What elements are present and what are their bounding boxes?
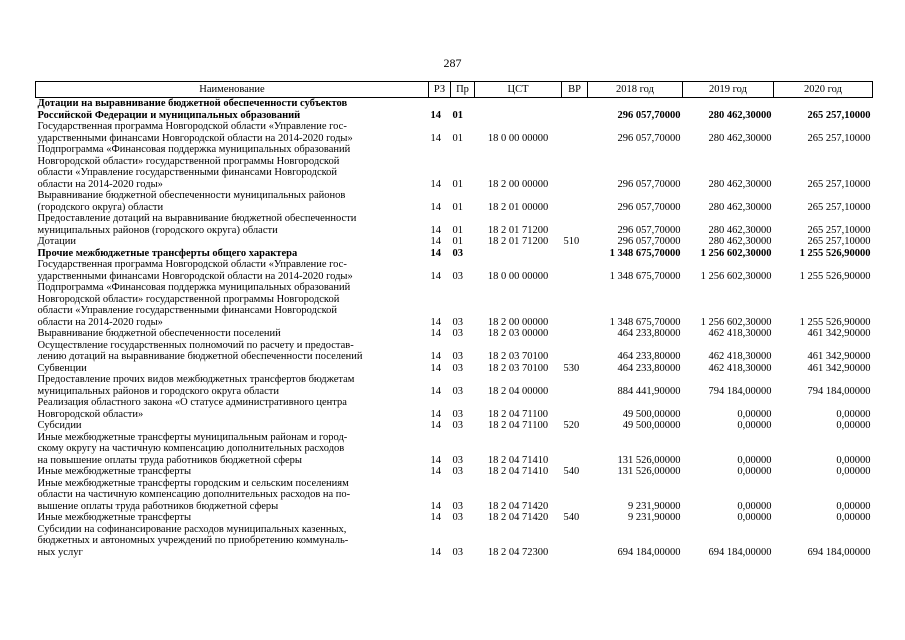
cell-2018: 884 441,90000 — [617, 385, 681, 397]
budget-table — [35, 81, 873, 558]
cell-vr: 530 — [563, 362, 580, 374]
cell-2019: 462 418,30000 — [708, 351, 772, 362]
table-row — [36, 98, 873, 122]
table-row — [36, 236, 873, 248]
cell-pr: 03 — [452, 247, 463, 259]
page-number: 287 — [443, 56, 462, 70]
cell-pr: 03 — [452, 328, 463, 339]
cell-rz: 14 — [430, 420, 441, 431]
cell-2018: 296 057,70000 — [617, 132, 681, 144]
cell-2020: 0,00000 — [836, 408, 871, 420]
table-row — [36, 420, 873, 432]
cell-name: Иные межбюджетные трансферты — [37, 466, 192, 477]
cell-cst: 18 2 00 00000 — [487, 178, 549, 190]
table-row — [36, 478, 873, 513]
cell-2019: 0,00000 — [737, 454, 772, 466]
cell-vr — [562, 432, 588, 467]
cell-vr — [562, 374, 588, 397]
cell-vr — [562, 144, 588, 190]
cell-rz: 14 — [430, 385, 441, 397]
cell-2020: 1 255 526,90000 — [799, 316, 871, 328]
table-header — [36, 82, 873, 98]
cell-2019: 280 462,30000 — [708, 224, 772, 236]
table-row — [36, 121, 873, 144]
cell-name: Выравнивание бюджетной обеспеченности поселений — [37, 328, 281, 339]
cell-2018: 296 057,70000 — [617, 178, 681, 190]
cell-vr — [562, 98, 588, 122]
cell-name: Субсидии на софинансирование расходов муниципальных казенных, бюджетных и автономных учреждений по приобретению коммуналь- ных услуг — [37, 523, 349, 558]
cell-2019: 0,00000 — [737, 466, 772, 477]
header-2020: 2020 год — [774, 82, 873, 98]
cell-cst: 18 2 04 00000 — [487, 385, 549, 397]
cell-rz: 14 — [430, 466, 441, 477]
table-row — [36, 213, 873, 236]
cell-name: Реализация областного закона «О статусе административного центра Новгородской области» — [37, 397, 347, 420]
cell-cst: 18 0 00 00000 — [487, 132, 549, 144]
cell-2018: 464 233,80000 — [617, 351, 681, 362]
cell-2020: 0,00000 — [836, 500, 871, 512]
header-rz: РЗ — [429, 82, 451, 98]
cell-name: Предоставление прочих видов межбюджетных трансфертов бюджетам муниципальных районов и городского округа области — [37, 374, 355, 397]
cell-cst: 18 2 01 71200 — [487, 236, 549, 247]
cell-cst: 18 2 04 71420 — [487, 500, 549, 512]
cell-2020: 0,00000 — [836, 466, 871, 477]
cell-2019: 462 418,30000 — [708, 362, 772, 374]
cell-2019: 1 256 602,30000 — [700, 270, 772, 282]
cell-rz: 14 — [430, 247, 441, 259]
cell-cst: 18 2 00 00000 — [487, 316, 549, 328]
cell-2019: 694 184,00000 — [708, 546, 772, 558]
cell-rz: 14 — [430, 351, 441, 362]
cell-name: Государственная программа Новгородской области «Управление гос- ударственными финансами Новгородской области на 2014-2020 годы» — [37, 121, 353, 144]
cell-2018: 131 526,00000 — [617, 454, 681, 466]
cell-2018: 296 057,70000 — [617, 224, 681, 236]
cell-pr: 01 — [452, 178, 463, 190]
cell-pr: 03 — [452, 385, 463, 397]
cell-cst: 18 2 04 71420 — [487, 512, 549, 523]
cell-2020: 461 342,90000 — [807, 351, 871, 362]
cell-vr — [562, 478, 588, 513]
table-row — [36, 363, 873, 375]
cell-cst — [475, 98, 562, 122]
cell-rz: 14 — [430, 512, 441, 523]
header-cst: ЦСТ — [475, 82, 562, 98]
cell-2019: 280 462,30000 — [708, 201, 772, 213]
cell-2019: 0,00000 — [737, 512, 772, 523]
table-row — [36, 432, 873, 467]
cell-rz: 14 — [430, 224, 441, 236]
cell-2020: 0,00000 — [836, 512, 871, 523]
header-2018: 2018 год — [588, 82, 683, 98]
cell-name: Иные межбюджетные трансферты муниципальным районам и город- скому округу на частичную компенсацию дополнительных расходов на повышение оплаты труда работников бюджетной сферы — [37, 431, 348, 466]
table-row — [36, 397, 873, 420]
cell-2020: 265 257,10000 — [807, 224, 871, 236]
cell-2020: 265 257,10000 — [807, 109, 871, 121]
cell-name: Государственная программа Новгородской области «Управление гос- ударственными финансами Новгородской области на 2014-2020 годы» — [37, 259, 353, 282]
cell-vr: 540 — [563, 466, 580, 477]
cell-2019: 0,00000 — [737, 408, 772, 420]
cell-name: Прочие межбюджетные трансферты общего характера — [37, 247, 298, 259]
cell-2020: 694 184,00000 — [807, 546, 871, 558]
cell-cst: 18 2 03 00000 — [487, 328, 549, 339]
table-row — [36, 512, 873, 524]
cell-rz: 14 — [430, 270, 441, 282]
cell-cst: 18 2 04 72300 — [487, 546, 549, 558]
cell-vr — [562, 213, 588, 236]
cell-pr: 01 — [452, 236, 463, 247]
cell-2018: 49 500,00000 — [622, 408, 681, 420]
cell-2020: 265 257,10000 — [807, 178, 871, 190]
cell-pr: 01 — [452, 132, 463, 144]
header-row — [36, 82, 873, 98]
cell-name: Дотации — [37, 236, 77, 247]
cell-rz: 14 — [430, 500, 441, 512]
cell-2019: 794 184,00000 — [708, 385, 772, 397]
cell-2018: 296 057,70000 — [617, 109, 681, 121]
table-row — [36, 144, 873, 190]
cell-pr: 03 — [452, 420, 463, 431]
table-row — [36, 282, 873, 328]
cell-vr: 540 — [563, 512, 580, 523]
cell-cst: 18 2 01 00000 — [487, 201, 549, 213]
cell-name: Выравнивание бюджетной обеспеченности муниципальных районов (городского округа) области — [37, 190, 346, 213]
cell-2018: 49 500,00000 — [622, 420, 681, 431]
cell-name: Иные межбюджетные трансферты — [37, 512, 192, 523]
table-row — [36, 328, 873, 340]
cell-pr: 03 — [452, 270, 463, 282]
cell-name: Дотации на выравнивание бюджетной обеспеченности субъектов Российской Федерации и муниципальных образований — [37, 98, 348, 121]
cell-2018: 9 231,90000 — [628, 500, 681, 512]
cell-vr — [562, 328, 588, 340]
cell-rz: 14 — [430, 546, 441, 558]
cell-vr — [562, 121, 588, 144]
cell-vr — [562, 524, 588, 559]
cell-rz: 14 — [430, 178, 441, 190]
cell-2018: 296 057,70000 — [617, 236, 681, 247]
cell-2018: 464 233,80000 — [617, 362, 681, 374]
cell-pr: 03 — [452, 316, 463, 328]
cell-pr: 03 — [452, 408, 463, 420]
cell-cst — [475, 248, 562, 260]
cell-2018: 9 231,90000 — [628, 512, 681, 523]
cell-2019: 0,00000 — [737, 420, 772, 431]
cell-2020: 0,00000 — [836, 420, 871, 431]
table-row — [36, 374, 873, 397]
cell-pr: 01 — [452, 109, 463, 121]
cell-2020: 265 257,10000 — [807, 236, 871, 247]
cell-pr: 03 — [452, 362, 463, 374]
cell-rz: 14 — [430, 132, 441, 144]
cell-cst: 18 2 04 71410 — [487, 466, 549, 477]
cell-2018: 464 233,80000 — [617, 328, 681, 339]
cell-name: Иные межбюджетные трансферты городским и сельским поселениям области на частичную компенсацию дополнительных расходов на по- вышение оплаты труда работников бюджетной сферы — [37, 477, 351, 512]
cell-2020: 461 342,90000 — [807, 362, 871, 374]
header-name: Наименование — [36, 82, 429, 98]
table-row — [36, 524, 873, 559]
cell-2020: 0,00000 — [836, 454, 871, 466]
cell-pr: 03 — [452, 500, 463, 512]
cell-pr: 03 — [452, 546, 463, 558]
cell-2020: 1 255 526,90000 — [799, 270, 871, 282]
cell-2019: 280 462,30000 — [708, 178, 772, 190]
cell-2020: 265 257,10000 — [807, 201, 871, 213]
table-body — [36, 98, 873, 559]
cell-name: Предоставление дотаций на выравнивание бюджетной обеспеченности муниципальных районов (городского округа) области — [37, 213, 357, 236]
cell-name: Подпрограмма «Финансовая поддержка муниципальных образований Новгородской области» государственной программы Новгородской области «Управление государственными финансами Новгородской области на 2014-2020 годы» — [37, 282, 351, 328]
table-row — [36, 340, 873, 363]
cell-cst: 18 2 03 70100 — [487, 362, 549, 374]
cell-rz: 14 — [430, 362, 441, 374]
cell-2018: 296 057,70000 — [617, 201, 681, 213]
cell-rz: 14 — [430, 109, 441, 121]
header-2019: 2019 год — [683, 82, 774, 98]
cell-name: Субсидии — [37, 420, 82, 431]
cell-vr — [562, 397, 588, 420]
cell-2018: 1 348 675,70000 — [609, 270, 681, 282]
cell-vr — [562, 282, 588, 328]
cell-2018: 1 348 675,70000 — [609, 316, 681, 328]
cell-2020: 265 257,10000 — [807, 132, 871, 144]
cell-cst: 18 0 00 00000 — [487, 270, 549, 282]
cell-2019: 280 462,30000 — [708, 236, 772, 247]
cell-pr: 03 — [452, 454, 463, 466]
cell-2020: 794 184,00000 — [807, 385, 871, 397]
cell-cst: 18 2 01 71200 — [487, 224, 549, 236]
cell-pr: 01 — [452, 201, 463, 213]
table-row — [36, 190, 873, 213]
cell-name: Осуществление государственных полномочий по расчету и предостав- лению дотаций на выравнивание бюджетной обеспеченности поселений — [37, 339, 363, 362]
table-row — [36, 466, 873, 478]
table-row — [36, 248, 873, 260]
cell-rz: 14 — [430, 201, 441, 213]
cell-vr: 510 — [563, 236, 580, 247]
cell-rz: 14 — [430, 328, 441, 339]
cell-2018: 694 184,00000 — [617, 546, 681, 558]
cell-rz: 14 — [430, 236, 441, 247]
cell-vr: 520 — [563, 420, 580, 431]
cell-rz: 14 — [430, 454, 441, 466]
cell-cst: 18 2 04 71410 — [487, 454, 549, 466]
cell-2019: 462 418,30000 — [708, 328, 772, 339]
cell-2020: 461 342,90000 — [807, 328, 871, 339]
cell-rz: 14 — [430, 408, 441, 420]
cell-2018: 1 348 675,70000 — [609, 247, 681, 259]
table-row — [36, 259, 873, 282]
cell-2019: 0,00000 — [737, 500, 772, 512]
cell-name: Субвенции — [37, 362, 87, 374]
cell-pr: 03 — [452, 512, 463, 523]
cell-2020: 1 255 526,90000 — [799, 247, 871, 259]
cell-2019: 1 256 602,30000 — [700, 247, 772, 259]
cell-vr — [562, 340, 588, 363]
cell-cst: 18 2 03 70100 — [487, 351, 549, 362]
header-vr: ВР — [562, 82, 588, 98]
cell-2018: 131 526,00000 — [617, 466, 681, 477]
cell-2019: 280 462,30000 — [708, 132, 772, 144]
cell-vr — [562, 190, 588, 213]
cell-rz: 14 — [430, 316, 441, 328]
cell-pr: 03 — [452, 351, 463, 362]
cell-vr — [562, 259, 588, 282]
cell-pr: 01 — [452, 224, 463, 236]
cell-vr — [562, 248, 588, 260]
cell-2019: 1 256 602,30000 — [700, 316, 772, 328]
cell-name: Подпрограмма «Финансовая поддержка муниципальных образований Новгородской области» государственной программы Новгородской области «Управление государственными финансами Новгородской области на 2014-2020 годы» — [37, 144, 351, 190]
cell-pr: 03 — [452, 466, 463, 477]
cell-cst: 18 2 04 71100 — [488, 408, 548, 420]
cell-cst: 18 2 04 71100 — [488, 420, 548, 431]
header-pr: Пр — [451, 82, 475, 98]
cell-2019: 280 462,30000 — [708, 109, 772, 121]
